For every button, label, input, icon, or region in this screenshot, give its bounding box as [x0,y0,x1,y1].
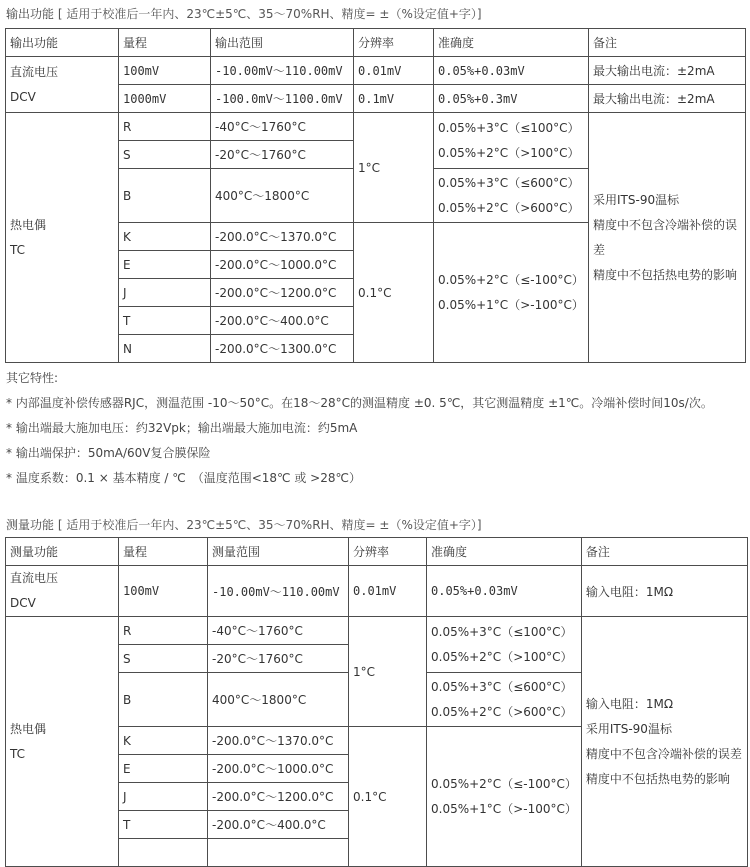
span-cell: -200.0°C～1000.0°C [211,251,354,279]
span-cell: -20°C～1760°C [211,141,354,169]
range-cell: J [119,783,208,811]
span-cell: -40°C～1760°C [211,113,354,141]
function-cell-dcv: 直流电压 DCV [6,57,119,113]
header-cell: 准确度 [427,538,582,566]
function-cell-tc: 热电偶 TC [6,617,119,867]
header-cell: 测量功能 [6,538,119,566]
table-row [6,57,746,85]
accuracy-cell: 0.05%+3°C（≤600°C） 0.05%+2°C（>600°C） [427,673,582,727]
resolution-cell: 0.01mV [349,566,427,617]
measure-spec-table [5,537,748,867]
span-cell: -200.0°C～400.0°C [211,307,354,335]
span-cell: -200.0°C～1370.0°C [211,223,354,251]
output-section-title: 输出功能 [6,7,55,21]
table-row [6,566,748,617]
span-cell: -200.0°C～1200.0°C [208,783,349,811]
span-cell: 400°C～1800°C [208,673,349,727]
note-cell: 输入电阻：1MΩ [581,566,747,617]
resolution-cell: 1°C [349,617,427,727]
measure-section-qualifier: [ 适用于校准后一年内、23℃±5℃、35～70%RH、精度= ±（%设定值+字）] [57,518,482,532]
feature-item: * 输出端保护：50mA/60V复合膜保险 [6,446,211,460]
span-cell: -200.0°C～400.0°C [208,811,349,839]
span-cell: -200.0°C～1200.0°C [211,279,354,307]
range-cell: K [119,727,208,755]
header-cell: 测量范围 [208,538,349,566]
range-cell: E [119,755,208,783]
resolution-cell: 1°C [354,113,434,223]
span-cell: -100.0mV～1100.0mV [211,85,354,113]
other-features-title: 其它特性: [6,371,59,385]
accuracy-cell: 0.05%+3°C（≤100°C） 0.05%+2°C（>100°C） [434,113,589,169]
accuracy-cell: 0.05%+3°C（≤600°C） 0.05%+2°C（>600°C） [434,169,589,223]
resolution-cell: 0.1°C [354,223,434,363]
span-cell [208,839,349,867]
resolution-cell: 0.1mV [354,85,434,113]
span-cell: -10.00mV～110.00mV [208,566,349,617]
header-cell: 输出范围 [211,29,354,57]
other-features [6,366,713,491]
span-cell: -200.0°C～1300.0°C [211,335,354,363]
span-cell: -200.0°C～1000.0°C [208,755,349,783]
table-row [6,113,746,141]
header-cell: 量程 [119,29,211,57]
accuracy-cell: 0.05%+2°C（≤-100°C） 0.05%+1°C（>-100°C） [427,727,582,867]
function-cell-tc: 热电偶 TC [6,113,119,363]
table-header-row [6,538,748,566]
table-header-row [6,29,746,57]
function-cell-dcv: 直流电压 DCV [6,566,119,617]
accuracy-cell: 0.05%+2°C（≤-100°C） 0.05%+1°C（>-100°C） [434,223,589,363]
span-cell: -40°C～1760°C [208,617,349,645]
feature-item: * 内部温度补偿传感器RJC，测温范围 -10～50°C。在18～28°C的测温精度 ±0. 5℃，其它测温精度 ±1℃。冷端补偿时间10s/次。 [6,396,713,410]
accuracy-cell: 0.05%+3°C（≤100°C） 0.05%+2°C（>100°C） [427,617,582,673]
header-cell: 准确度 [434,29,589,57]
note-cell: 最大输出电流：±2mA [589,85,746,113]
range-cell: S [119,645,208,673]
range-cell: 100mV [119,57,211,85]
resolution-cell: 0.1°C [349,727,427,867]
range-cell [119,839,208,867]
range-cell: R [119,617,208,645]
feature-item: * 温度系数：0.1 × 基本精度 / ℃ （温度范围<18℃ 或 >28℃） [6,471,361,485]
span-cell: 400°C～1800°C [211,169,354,223]
range-cell: E [119,251,211,279]
range-cell: S [119,141,211,169]
range-cell: R [119,113,211,141]
measure-section-heading [6,516,482,533]
range-cell: T [119,811,208,839]
span-cell: -200.0°C～1370.0°C [208,727,349,755]
span-cell: -10.00mV～110.00mV [211,57,354,85]
header-cell: 分辨率 [349,538,427,566]
range-cell: T [119,307,211,335]
accuracy-cell: 0.05%+0.3mV [434,85,589,113]
range-cell: B [119,673,208,727]
note-cell: 输入电阻：1MΩ 采用ITS-90温标 精度中不包含冷端补偿的误差 精度中不包括热电势的影响 [581,617,747,867]
measure-section-title: 测量功能 [6,518,55,532]
accuracy-cell: 0.05%+0.03mV [427,566,582,617]
header-cell: 备注 [589,29,746,57]
feature-item: * 输出端最大施加电压：约32Vpk；输出端最大施加电流：约5mA [6,421,358,435]
span-cell: -20°C～1760°C [208,645,349,673]
output-spec-table [5,28,746,363]
table-row [6,617,748,645]
accuracy-cell: 0.05%+0.03mV [434,57,589,85]
note-cell: 最大输出电流：±2mA [589,57,746,85]
header-cell: 量程 [119,538,208,566]
resolution-cell: 0.01mV [354,57,434,85]
range-cell: 1000mV [119,85,211,113]
note-cell: 采用ITS-90温标 精度中不包含冷端补偿的误差 精度中不包括热电势的影响 [589,113,746,363]
range-cell: K [119,223,211,251]
output-section-heading [6,5,482,22]
header-cell: 输出功能 [6,29,119,57]
range-cell: B [119,169,211,223]
range-cell: J [119,279,211,307]
range-cell: 100mV [119,566,208,617]
range-cell: N [119,335,211,363]
header-cell: 分辨率 [354,29,434,57]
header-cell: 备注 [581,538,747,566]
output-section-qualifier: [ 适用于校准后一年内、23℃±5℃、35～70%RH、精度= ±（%设定值+字）] [57,7,482,21]
